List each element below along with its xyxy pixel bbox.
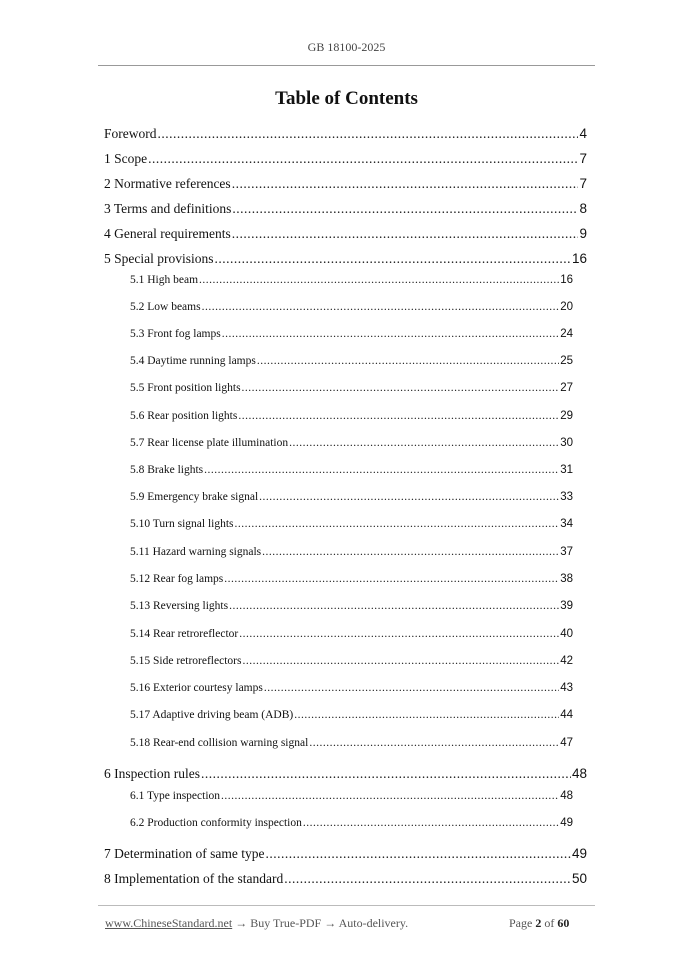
toc-leader-dots xyxy=(232,226,579,242)
toc-entry-page: 25 xyxy=(560,355,573,367)
toc-entry[interactable] xyxy=(130,573,573,585)
toc-entry-page: 24 xyxy=(560,328,573,340)
toc-leader-dots xyxy=(238,410,559,422)
toc-entry[interactable] xyxy=(130,410,573,422)
toc-leader-dots xyxy=(235,518,560,530)
total-pages: 60 xyxy=(557,916,570,930)
toc-leader-dots xyxy=(303,817,559,829)
toc-entry[interactable] xyxy=(130,437,573,449)
toc-entry[interactable] xyxy=(130,382,573,394)
toc-leader-dots xyxy=(264,682,559,694)
toc-entry[interactable] xyxy=(104,126,587,142)
toc-entry-page: 4 xyxy=(579,126,587,141)
toc-entry[interactable] xyxy=(104,201,587,217)
toc-entry-label: 6 Inspection rules xyxy=(104,766,200,781)
toc-entry-label: 5.17 Adaptive driving beam (ADB) xyxy=(130,709,294,721)
toc-leader-dots xyxy=(284,871,571,887)
toc-leader-dots xyxy=(201,766,571,782)
toc-entry-label: 5.1 High beam xyxy=(130,274,199,286)
toc-entry-page: 49 xyxy=(560,817,573,829)
toc-entry-label: 5.4 Daytime running lamps xyxy=(130,355,256,367)
toc-entry-label: 2 Normative references xyxy=(104,176,231,191)
toc-entry-label: 5.16 Exterior courtesy lamps xyxy=(130,682,263,694)
toc-entry-page: 48 xyxy=(560,790,573,802)
toc-leader-dots xyxy=(239,628,559,640)
toc-entry[interactable] xyxy=(130,600,573,612)
toc-entry-label: 5 Special provisions xyxy=(104,251,214,266)
toc-entry[interactable] xyxy=(130,737,573,749)
footer-promo-text: → Buy True-PDF → Auto-delivery. xyxy=(232,916,409,930)
toc-entry[interactable] xyxy=(130,355,573,367)
toc-entry-page: 9 xyxy=(579,226,587,241)
toc-entry-label: 8 Implementation of the standard xyxy=(104,871,284,886)
toc-entry-label: 5.7 Rear license plate illumination xyxy=(130,437,289,449)
toc-leader-dots xyxy=(199,274,559,286)
toc-entry[interactable] xyxy=(130,301,573,313)
toc-entry[interactable] xyxy=(104,871,587,887)
toc-entry[interactable] xyxy=(130,491,573,503)
toc-entry[interactable] xyxy=(130,274,573,286)
toc-entry[interactable] xyxy=(104,846,587,862)
toc-entry-label: 5.5 Front position lights xyxy=(130,382,241,394)
toc-entry-page: 37 xyxy=(560,546,573,558)
toc-entry-page: 30 xyxy=(560,437,573,449)
toc-entry-label: 4 General requirements xyxy=(104,226,231,241)
toc-entry-page: 16 xyxy=(560,274,573,286)
toc-entry-page: 49 xyxy=(571,846,587,861)
toc-entry-page: 27 xyxy=(560,382,573,394)
toc-leader-dots xyxy=(242,382,560,394)
toc-leader-dots xyxy=(221,790,559,802)
page-of: of xyxy=(541,916,558,930)
toc-leader-dots xyxy=(215,251,571,267)
toc-entry-page: 7 xyxy=(579,151,587,166)
toc-entry-page: 7 xyxy=(579,176,587,191)
toc-entry-page: 34 xyxy=(560,518,573,530)
toc-entry[interactable] xyxy=(104,151,587,167)
toc-entry-label: 5.8 Brake lights xyxy=(130,464,204,476)
toc-entry-page: 38 xyxy=(560,573,573,585)
toc-leader-dots xyxy=(229,600,559,612)
toc-entry[interactable] xyxy=(104,176,587,192)
toc-entry-label: 7 Determination of same type xyxy=(104,846,265,861)
page-prefix: Page xyxy=(509,916,536,930)
toc-entry-page: 29 xyxy=(560,410,573,422)
toc-entry-page: 50 xyxy=(571,871,587,886)
toc-leader-dots xyxy=(257,355,559,367)
toc-entry-label: 5.9 Emergency brake signal xyxy=(130,491,259,503)
toc-leader-dots xyxy=(289,437,559,449)
toc-entry-page: 31 xyxy=(560,464,573,476)
toc-entry-label: 5.12 Rear fog lamps xyxy=(130,573,224,585)
toc-leader-dots xyxy=(224,573,559,585)
toc-entry[interactable] xyxy=(130,682,573,694)
toc-entry-page: 40 xyxy=(560,628,573,640)
toc-leader-dots xyxy=(222,328,559,340)
footer-divider xyxy=(98,905,595,906)
toc-entry[interactable] xyxy=(130,628,573,640)
toc-entry-label: Foreword xyxy=(104,126,157,141)
toc-leader-dots xyxy=(242,655,559,667)
toc-entry[interactable] xyxy=(130,790,573,802)
page-indicator xyxy=(509,916,569,931)
toc-entry[interactable] xyxy=(130,817,573,829)
toc-leader-dots xyxy=(262,546,559,558)
toc-entry-label: 5.6 Rear position lights xyxy=(130,410,238,422)
toc-entry-label: 5.18 Rear-end collision warning signal xyxy=(130,737,309,749)
toc-leader-dots xyxy=(294,709,559,721)
toc-entry-label: 5.2 Low beams xyxy=(130,301,201,313)
toc-leader-dots xyxy=(204,464,559,476)
toc-entry-page: 43 xyxy=(560,682,573,694)
toc-leader-dots xyxy=(158,126,579,142)
toc-entry-page: 8 xyxy=(579,201,587,216)
toc-entry-label: 5.11 Hazard warning signals xyxy=(130,546,262,558)
toc-entry[interactable] xyxy=(104,251,587,267)
toc-entry-page: 42 xyxy=(560,655,573,667)
toc-entry-label: 6.1 Type inspection xyxy=(130,790,221,802)
toc-leader-dots xyxy=(309,737,559,749)
toc-entry-page: 47 xyxy=(560,737,573,749)
footer-promo xyxy=(105,916,408,931)
toc-entry[interactable] xyxy=(104,226,587,242)
toc-entry-page: 44 xyxy=(560,709,573,721)
toc-leader-dots xyxy=(259,491,559,503)
toc-entry[interactable] xyxy=(104,766,587,782)
toc-entry-label: 5.14 Rear retroreflector xyxy=(130,628,239,640)
footer-site-link[interactable]: www.ChineseStandard.net xyxy=(105,916,233,930)
toc-entry-label: 5.3 Front fog lamps xyxy=(130,328,221,340)
toc-entry-label: 6.2 Production conformity inspection xyxy=(130,817,302,829)
toc-entry-page: 48 xyxy=(571,766,587,781)
header-divider xyxy=(98,65,595,66)
toc-entry-label: 5.10 Turn signal lights xyxy=(130,518,234,530)
toc-entry-page: 16 xyxy=(571,251,587,266)
toc-entry-label: 1 Scope xyxy=(104,151,148,166)
toc-leader-dots xyxy=(265,846,571,862)
toc-entry-page: 39 xyxy=(560,600,573,612)
toc-leader-dots xyxy=(202,301,560,313)
current-page-number: 2 xyxy=(535,916,542,930)
toc-entry[interactable] xyxy=(130,518,573,530)
running-header: GB 18100-2025 xyxy=(307,40,386,54)
toc-leader-dots xyxy=(148,151,578,167)
toc-entry-page: 33 xyxy=(560,491,573,503)
toc-leader-dots xyxy=(232,201,578,217)
toc-entry-page: 20 xyxy=(560,301,573,313)
toc-entry[interactable] xyxy=(130,655,573,667)
toc-entry[interactable] xyxy=(130,328,573,340)
page-title: Table of Contents xyxy=(275,88,418,109)
toc-entry[interactable] xyxy=(130,709,573,721)
toc-entry[interactable] xyxy=(130,464,573,476)
toc-entry-label: 3 Terms and definitions xyxy=(104,201,232,216)
toc-entry-label: 5.15 Side retroreflectors xyxy=(130,655,242,667)
toc-leader-dots xyxy=(232,176,579,192)
toc-entry-label: 5.13 Reversing lights xyxy=(130,600,229,612)
toc-entry[interactable] xyxy=(130,546,573,558)
